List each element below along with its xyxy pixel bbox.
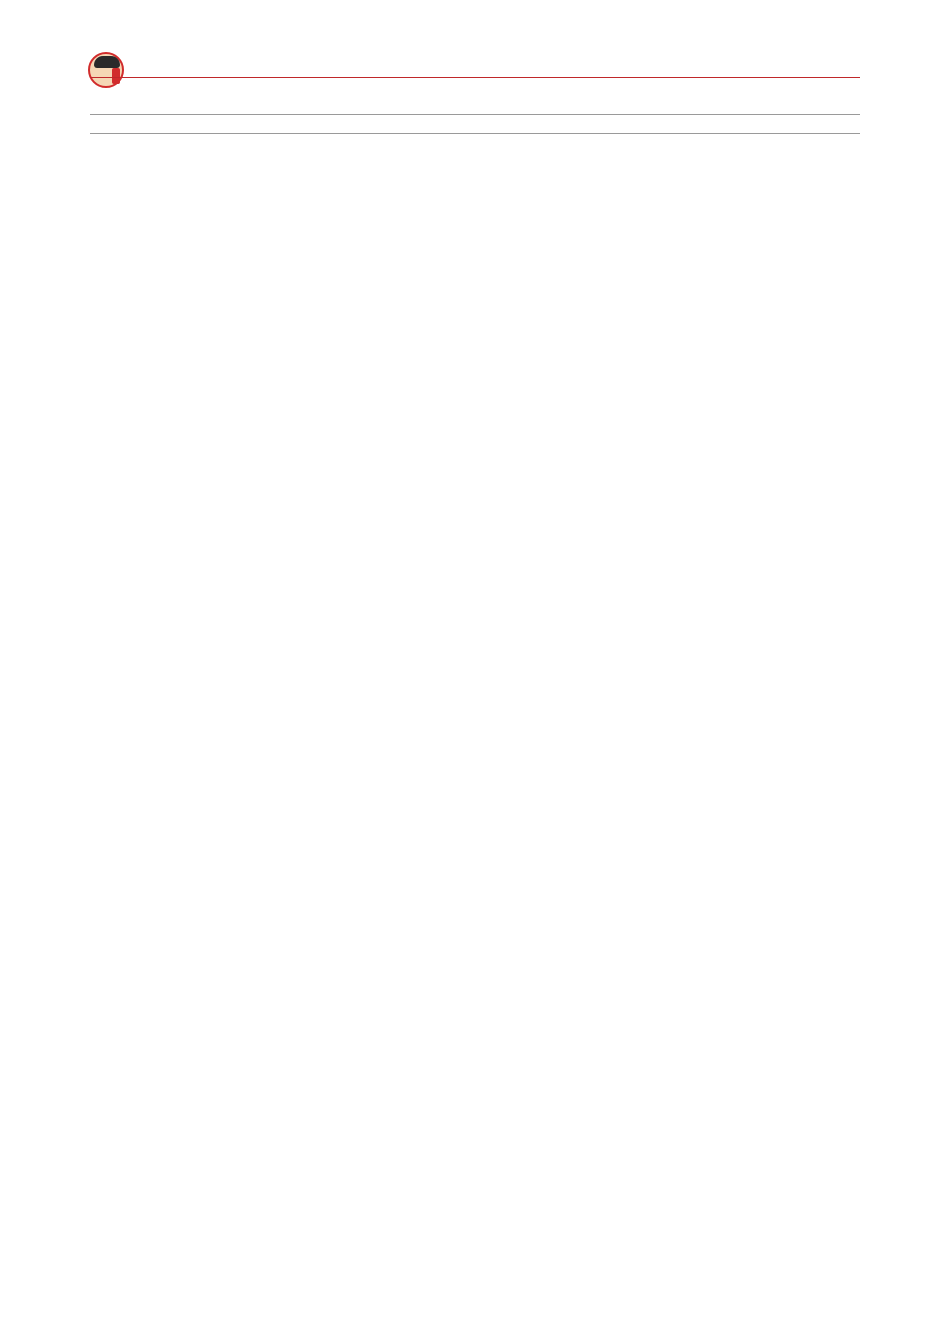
- logo-text: [112, 68, 120, 84]
- section-divider: [90, 114, 860, 115]
- page-header: [0, 0, 950, 95]
- header-divider: [90, 77, 860, 78]
- brand-logo: [88, 52, 188, 92]
- page-content: [90, 96, 860, 140]
- section-divider: [90, 133, 860, 134]
